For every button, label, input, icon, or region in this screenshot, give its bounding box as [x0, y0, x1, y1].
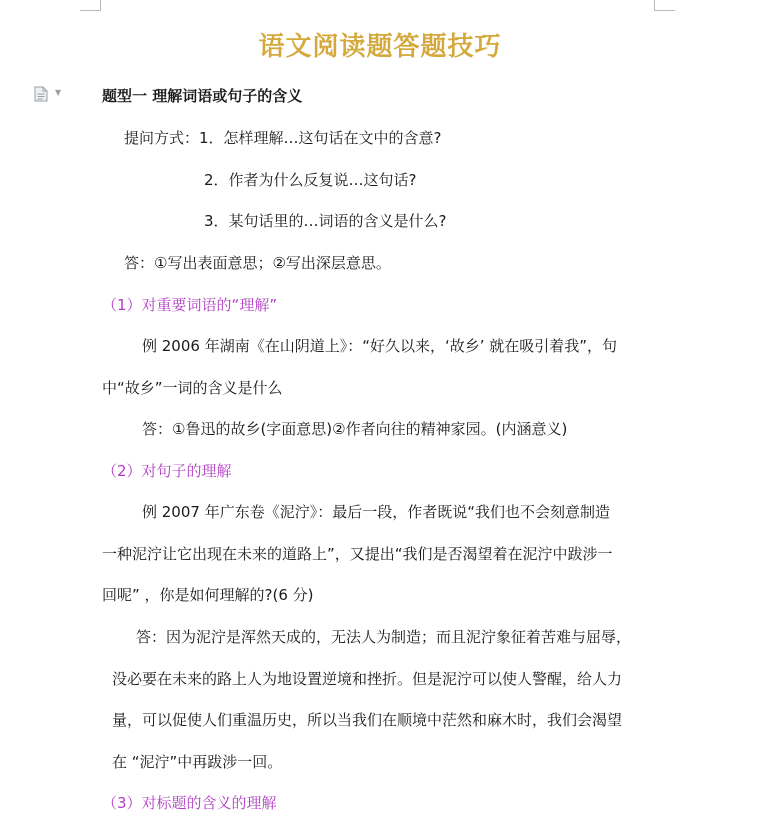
question-method-3: 3．某句话里的…词语的含义是什么?	[204, 212, 447, 230]
example-1-line-2: 中“故乡”一词的含义是什么	[102, 379, 283, 397]
question-method-2: 2．作者为什么反复说…这句话?	[204, 171, 417, 189]
section-heading-type1: 题型一 理解词语或句子的含义	[102, 87, 303, 105]
example-2-line-1: 例 2007 年广东卷《泥泞》：最后一段，作者既说“我们也不会刻意制造	[142, 503, 610, 521]
example-2-line-3: 回呢” ，你是如何理解的?(6 分)	[102, 586, 314, 604]
subheading-word-understanding: （1）对重要词语的“理解”	[102, 296, 278, 314]
document-title: 语文阅读题答题技巧	[258, 32, 502, 62]
example-1-line-1: 例 2006 年湖南《在山阴道上》：“好久以来，‘故乡’ 就在吸引着我”，句	[142, 337, 618, 355]
answer-2-line-2: 没必要在未来的路上人为地设置逆境和挫折。但是泥泞可以使人警醒，给人力	[112, 670, 623, 688]
page-corner-mark-right	[654, 0, 675, 11]
page-corner-mark-left	[80, 0, 101, 11]
subheading-sentence-understanding: （2）对句子的理解	[102, 462, 232, 480]
answer-2-line-1: 答：因为泥泞是浑然天成的，无法人为制造；而且泥泞象征着苦难与屈辱，	[136, 628, 632, 646]
caret-down-icon[interactable]: ▼	[55, 88, 62, 97]
answer-1: 答：①鲁迅的故乡(字面意思)②作者向往的精神家园。(内涵意义)	[142, 420, 568, 438]
example-2-line-2: 一种泥泞让它出现在未来的道路上”，又提出“我们是否渴望着在泥泞中跋涉一	[102, 545, 613, 563]
document-icon[interactable]	[34, 86, 48, 102]
subheading-title-meaning: （3）对标题的含义的理解	[102, 794, 277, 812]
answer-2-line-4: 在 “泥泞”中再跋涉一回。	[112, 753, 283, 771]
general-answer: 答：①写出表面意思；②写出深层意思。	[124, 254, 391, 272]
answer-2-line-3: 量，可以促使人们重温历史，所以当我们在顺境中茫然和麻木时，我们会渴望	[112, 711, 623, 729]
question-method-1: 提问方式：1．怎样理解…这句话在文中的含意?	[124, 129, 442, 147]
